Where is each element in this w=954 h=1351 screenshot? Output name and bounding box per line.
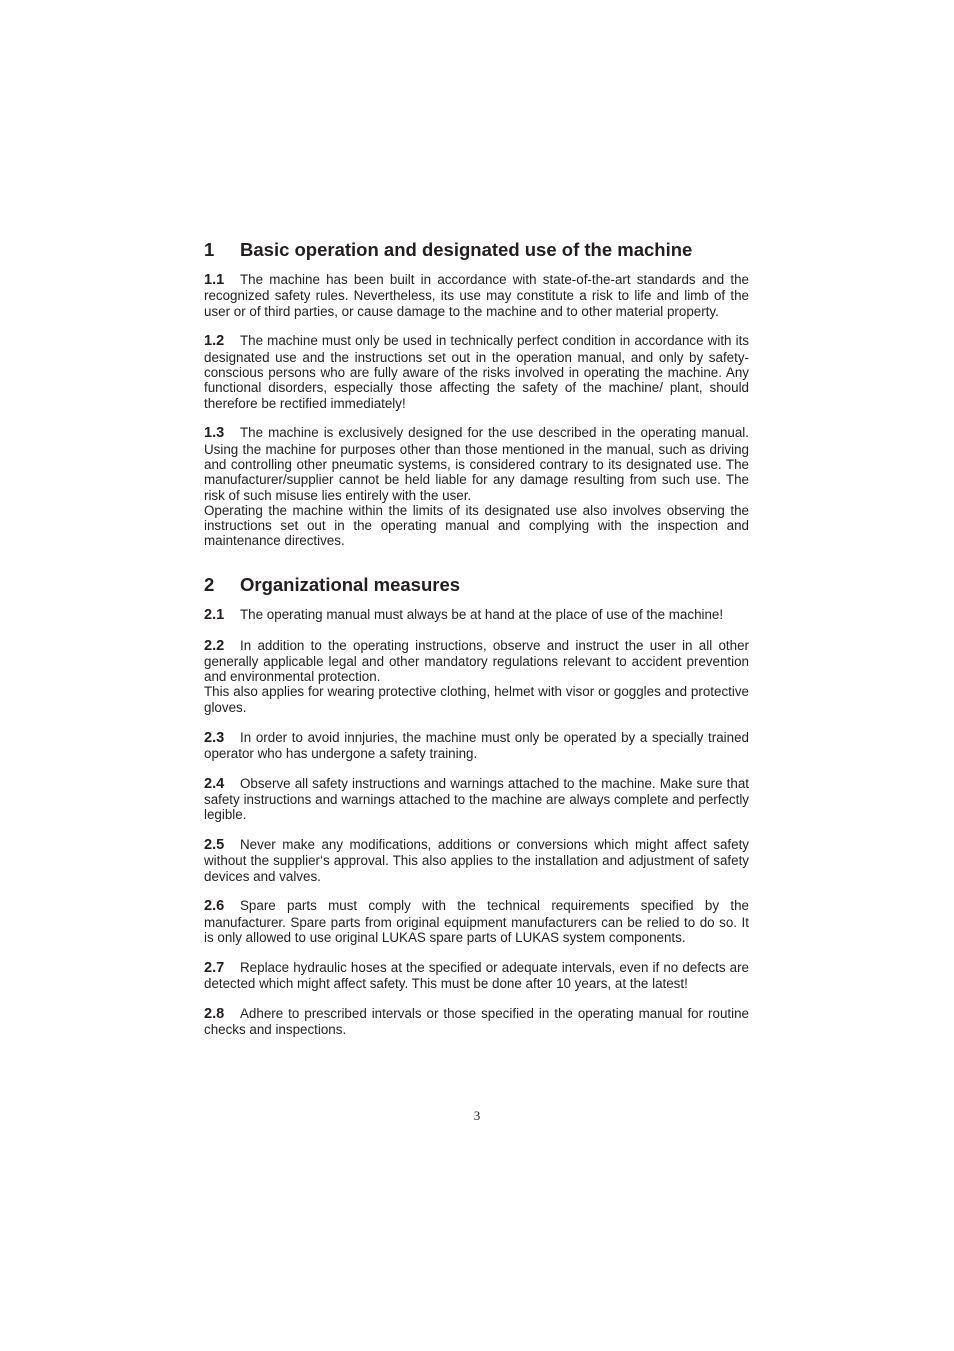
paragraph — [204, 333, 749, 410]
paragraph-number: 2.1 — [204, 606, 225, 623]
section-number: 2 — [204, 573, 215, 595]
section-number: 1 — [204, 239, 215, 260]
section-title: Organizational measures — [240, 573, 461, 595]
paragraph — [204, 425, 749, 548]
paragraph-continuation: This also applies for wearing protective clothing, helmet with visor or goggles and protective gloves. — [204, 684, 749, 715]
paragraph — [204, 776, 749, 823]
paragraph — [204, 960, 749, 992]
section-title: Basic operation and designated use of the machine — [240, 239, 693, 260]
paragraph-number: 1.3 — [204, 425, 225, 442]
page-content — [204, 238, 749, 1037]
paragraph-number: 2.7 — [204, 959, 225, 976]
page-number: 3 — [473, 1108, 481, 1123]
paragraph-number: 2.5 — [204, 837, 225, 854]
paragraph-number: 2.4 — [204, 775, 225, 792]
paragraph-text: Spare parts must comply with the technical requirements specified by the manufacturer. Spare parts from original equipment manufacturers can be relied to do so. It is only allowed to use original LUKAS spare parts of LUKAS system components. — [204, 898, 749, 945]
paragraph — [204, 1006, 749, 1038]
paragraph-number: 2.2 — [204, 637, 225, 654]
paragraph — [204, 730, 749, 762]
section-heading — [204, 238, 749, 262]
paragraph-text: Observe all safety instructions and warnings attached to the machine. Make sure that safety instructions and warnings attached to the machine are always complete and perfectly legible. — [204, 775, 749, 823]
paragraph-continuation: Operating the machine within the limits of its designated use also involves observing the instructions set out in the operating manual and complying with the inspection and maintenance directives. — [204, 502, 749, 549]
paragraph — [204, 837, 749, 884]
paragraph-number: 1.1 — [204, 272, 225, 288]
paragraph-number: 2.8 — [204, 1005, 225, 1022]
paragraph — [204, 607, 749, 623]
paragraph-text: Never make any modifications, additions or conversions which might affect safety without the supplier‘s approval. This also applies to the installation and adjustment of safety devices and valves. — [204, 837, 749, 884]
paragraph — [204, 272, 749, 319]
paragraph-text: The operating manual must always be at hand at the place of use of the machine! — [240, 606, 724, 622]
paragraph-text: In order to avoid innjuries, the machine must only be operated by a specially trained operator who has undergone a safety training. — [204, 729, 749, 761]
section-heading — [204, 573, 749, 597]
paragraph-text: Adhere to prescribed intervals or those specified in the operating manual for routine checks and inspections. — [204, 1005, 749, 1038]
paragraph-number: 2.6 — [204, 898, 225, 915]
paragraph-number: 1.2 — [204, 333, 225, 350]
paragraph — [204, 638, 749, 715]
paragraph-text: The machine is exclusively designed for the use described in the operating manual. Using the machine for purposes other than those mentioned in the manual, such as driving and controlling other pneumatic systems, is considered contrary to its designated use. The manufacturer/supplier cannot be held liable for any damage resulting from such use. The risk of such misuse lies entirely with the user. — [204, 425, 749, 503]
paragraph-text: The machine has been built in accordance with state-of-the-art standards and the recognized safety rules. Nevertheless, its use may constitute a risk to life and limb of the user or of third parties, or cause damage to the machine and to other material property. — [204, 272, 749, 319]
paragraph-text: The machine must only be used in technically perfect condition in accordance with its designated use and the instructions set out in the operation manual, and only by safety-conscious persons who are fully aware of the risks involved in operating the machine. Any functional disorders, especially those affecting the safety of the machine/ plant, should therefore be rectified immediately! — [204, 333, 749, 411]
paragraph-text: In addition to the operating instructions, observe and instruct the user in all other generally applicable legal and other mandatory regulations relevant to accident prevention and environmental protection. — [204, 637, 749, 685]
paragraph-text: Replace hydraulic hoses at the specified or adequate intervals, even if no defects are detected which might affect safety. This must be done after 10 years, at the latest! — [204, 959, 749, 992]
paragraph-number: 2.3 — [204, 729, 225, 746]
paragraph — [204, 898, 749, 945]
